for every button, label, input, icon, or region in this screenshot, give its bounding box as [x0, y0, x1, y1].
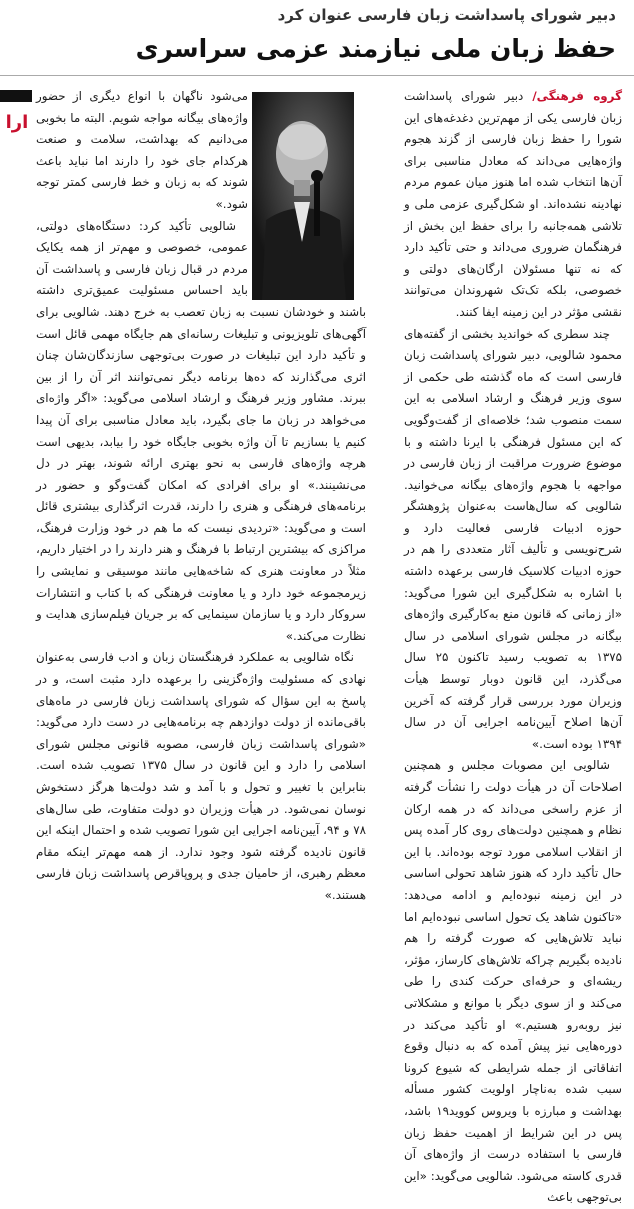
article-paragraph: چند سطری که خواندید بخشی از گفته‌های محمود شالویی، دبیر شورای پاسداشت زبان فارسی است که ماه گذشته طی حکمی از سوی وزیر فرهنگ و ارشاد اسلامی به این سمت منصوب شد؛ خلاصه‌ای از گفت‌وگویی که این مسئول فرهنگی با ایرنا داشته و با موضوع ضرورت مراقبت از زبان فارسی در مواجهه با هجوم واژه‌های بیگانه می‌خوانید. شالویی که سال‌هاست به‌عنوان پژوهشگر حوزه ادبیات فارسی فعالیت دارد و شرح‌نویسی و تألیف آثار متعددی را هم در حوزه ادبیات کلاسیک فارسی برعهده داشته با اشاره به شکل‌گیری این شورا می‌گوید: «از زمانی که قانون منع به‌کارگیری واژه‌های بیگانه در مجلس شورای اسلامی در سال ۱۳۷۵ به تصویب رسید تاکنون ۲۵ سال می‌گذرد، این قانون دوبار توسط هیأت وزیران مورد بررسی قرار گرفته که آخرین آن‌ها اصلاح آیین‌نامه اجرایی آن در سال ۱۳۹۴ بوده است.» [404, 326, 622, 751]
photo-wrap-space [248, 86, 366, 300]
article-column-right [404, 86, 622, 1205]
article-paragraph: شالویی تأکید کرد: دستگاه‌های دولتی، عمومی، خصوصی و مهم‌تر از همه یکایک مردم در قبال زبان فارسی و پاسداشت آن باید احساس مسئولیت عمیق‌تری داشته باشند و خودشان نسبت به زبان تعصب به خرج دهند. شالویی برای آگهی‌های تلویزیونی و تبلیغات رسانه‌ای هم جایگاه مهمی قائل است و تأکید دارد این تبلیغات در صورت بی‌توجهی سازندگان‌شان چنان اثری می‌گذارند که ده‌ها برنامه دیگر نمی‌توانند اثر آن را از بین ببرند. مشاور وزیر فرهنگ و ارشاد اسلامی می‌گوید: «اگر واژه‌ای می‌خواهد در زبان ما جای بگیرد، باید معادل مناسبی برای آن پیدا کنیم یا بسازیم تا آن واژه بخوبی جایگاه خود را بیابد، بدیهی است هرچه واژه‌های فارسی به نحو بهتری ارائه شوند، بهتر در دل می‌نشینند.» او برای افرادی که امکان گفت‌وگو و حضور در برنامه‌های فرهنگی و هنری را دارند، قدرت اثرگذاری بیشتری قائل است و می‌گوید: «تردیدی نیست که ما هم در خود وزارت فرهنگ، مراکزی که بیشترین ارتباط با فرهنگ و هنر دارند را در اختیار داریم، مثلاً در معاونت هنری که شاخه‌هایی مانند موسیقی و نمایشی را زیرمجموعه خود دارد و یا معاونت فرهنگی که با کتاب و انتشارات سروکار دارد و یا سازمان سینمایی که بر جریان فیلم‌سازی هدایت و نظارت می‌کند.» [36, 218, 366, 643]
article-kicker: دبیر شورای پاسداشت زبان فارسی عنوان کرد [277, 6, 616, 24]
article-column-left [36, 86, 366, 1133]
adjacent-article-bar [0, 90, 32, 102]
adjacent-article-tag: ارا [5, 112, 29, 133]
article-headline: حفظ زبان ملی نیازمند عزمی سراسری [135, 34, 616, 63]
article-paragraph: نگاه شالویی به عملکرد فرهنگستان زبان و ادب فارسی به‌عنوان نهادی که مسئولیت واژه‌گزینی را برعهده دارد مثبت است، و در پاسخ به این سؤال که شورای پاسداشت زبان فارسی در ماه‌های باقی‌مانده از دولت دوازدهم چه برنامه‌هایی در دست دارد می‌گوید: «شورای پاسداشت زبان فارسی، مصوبه قانونی مجلس شورای اسلامی را دارد و این قانون در سال ۱۳۷۵ تصویب شده است. بنابراین با تغییر و تحول و با آمد و شد دولت‌ها هرگز دستخوش نوسان نمی‌شود. در هیأت وزیران دو دولت متفاوت، طی سال‌های ۷۸ و ۹۴، آیین‌نامه اجرایی این شورا تصویب شده و احتمال اینکه این قانون نادیده گرفته شود وجود ندارد. از همه مهم‌تر اینکه مقام معظم رهبری، از حامیان جدی و پروپاقرص پاسداشت زبان فارسی هستند.» [36, 650, 366, 902]
byline: گروه فرهنگی/ [532, 89, 622, 103]
article-paragraph: می‌شود ناگهان با انواع دیگری از حضور واژه‌های بیگانه مواجه شویم. البته ما بخوبی می‌دانیم که بهداشت، سلامت و صنعت هرکدام جای خود را دارند اما نباید باعث شوند که به زبان و خط فارسی کمتر توجه شود.» [36, 89, 248, 211]
header-divider [0, 75, 634, 76]
article-paragraph: شالویی این مصوبات مجلس و همچنین اصلاحات آن در هیأت دولت را نشأت گرفته از عزم راسخی می‌داند که در همه ارکان نظام و همچنین دولت‌های روی کار آمده پس از انقلاب اسلامی مورد توجه بوده‌اند. با این حال تأکید دارد که هنوز شاهد تحولی اساسی در این زمینه نبوده‌ایم و ادامه می‌دهد: «تاکنون شاهد یک تحول اساسی نبوده‌ایم اما نباید تلاش‌هایی که صورت گرفته را هم نادیده بگیریم چراکه تلاش‌های کارساز، مؤثر، ریشه‌ای و حرفه‌ای حرکت کندی را طی می‌کند و از سوی دیگر با موانع و مشکلاتی نیز روبه‌رو هستیم.» او تأکید می‌کند در دوره‌هایی نیز پیش آمده که به دنبال وقوع اتفاقاتی از جمله شرایطی که شیوع کرونا سبب شده به‌ناچار اولویت کشور مسأله بهداشت و مبارزه با ویروس کووید۱۹ باشد، پس در این شرایط از اهمیت حفظ زبان فارسی با استفاده درست از واژه‌های آن قدری کاسته می‌شود. شالویی می‌گوید: «این بی‌توجهی باعث [404, 758, 622, 1205]
article-paragraph: گروه فرهنگی/ دبیر شورای پاسداشت زبان فارسی یکی از مهم‌ترین دغدغه‌های این شورا را حفظ زبان فارسی از گزند هجوم واژه‌هایی می‌داند که معادل مناسبی برای آن‌ها انتخاب شده اما هنوز میان عموم مردم نهادینه نشده‌اند. او شکل‌گیری عزمی ملی و تلاشی همه‌جانبه را برای حفظ این بخش از فرهنگمان ضروری می‌داند و حتی تأکید دارد که نه تنها مسئولان ارگان‌های دولتی و خصوصی، بلکه تک‌تک شهروندان می‌توانند نقشی مؤثر در این زمینه ایفا کنند. [404, 89, 622, 319]
